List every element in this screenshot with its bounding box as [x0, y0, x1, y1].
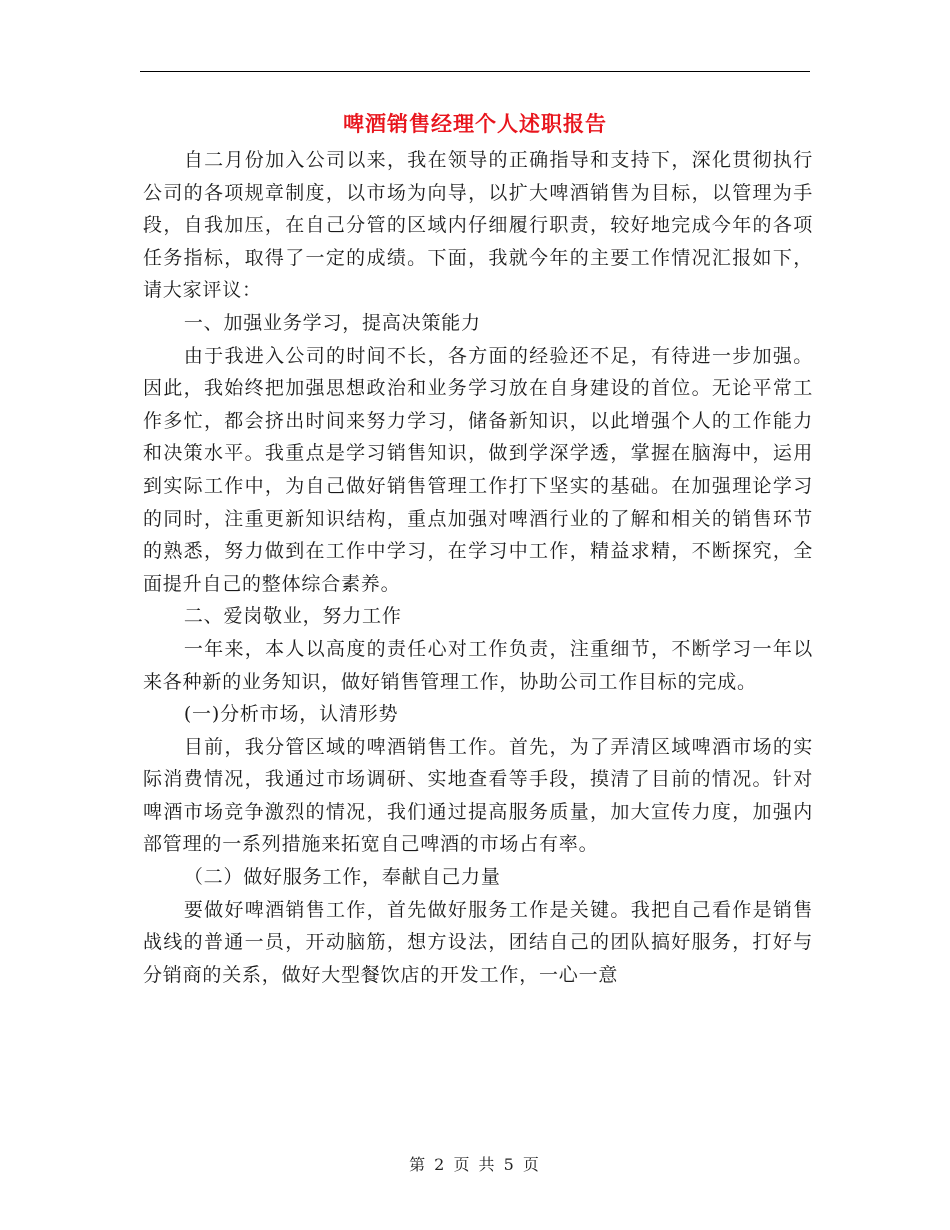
page-number-footer: 第 2 页 共 5 页	[409, 1155, 541, 1174]
paragraph: 要做好啤酒销售工作，首先做好服务工作是关键。我把自己看作是销售战线的普通一员，开动脑筋，想方设法，团结自己的团队搞好服务，打好与分销商的关系，做好大型餐饮店的开发工作，一心一意	[143, 898, 813, 986]
paragraph: 自二月份加入公司以来，我在领导的正确指导和支持下，深化贯彻执行公司的各项规章制度，以市场为向导，以扩大啤酒销售为目标，以管理为手段，自我加压，在自己分管的区域内仔细履行职责，较好地完成今年的各项任务指标，取得了一定的成绩。下面，我就今年的主要工作情况汇报如下，请大家评议：	[143, 149, 813, 302]
document-body	[143, 144, 813, 991]
header-rule	[140, 71, 810, 72]
section-heading: 二、爱岗敬业，努力工作	[183, 605, 402, 628]
subsection-heading: (一)分析市场，认清形势	[183, 703, 399, 726]
paragraph: 由于我进入公司的时间不长，各方面的经验还不足，有待进一步加强。因此，我始终把加强思想政治和业务学习放在自身建设的首位。无论平常工作多忙，都会挤出时间来努力学习，储备新知识，以此增强个人的工作能力和决策水平。我重点是学习销售知识，做到学深学透，掌握在脑海中，运用到实际工作中，为自己做好销售管理工作打下坚实的基础。在加强理论学习的同时，注重更新知识结构，重点加强对啤酒行业的了解和相关的销售环节的熟悉，努力做到在工作中学习，在学习中工作，精益求精，不断探究，全面提升自己的整体综合素养。	[143, 344, 813, 595]
section-heading: 一、加强业务学习，提高决策能力	[183, 311, 481, 334]
paragraph: 目前，我分管区域的啤酒销售工作。首先，为了弄清区域啤酒市场的实际消费情况，我通过市场调研、实地查看等手段，摸清了目前的情况。针对啤酒市场竞争激烈的情况，我们通过提高服务质量，加大宣传力度，加强内部管理的一系列措施来拓宽自己啤酒的市场占有率。	[143, 735, 813, 856]
document-title: 啤酒销售经理个人述职报告	[343, 111, 607, 136]
subsection-heading: （二）做好服务工作，奉献自己力量	[183, 866, 501, 889]
paragraph: 一年来，本人以高度的责任心对工作负责，注重细节，不断学习一年以来各种新的业务知识，做好销售管理工作，协助公司工作目标的完成。	[143, 637, 813, 693]
